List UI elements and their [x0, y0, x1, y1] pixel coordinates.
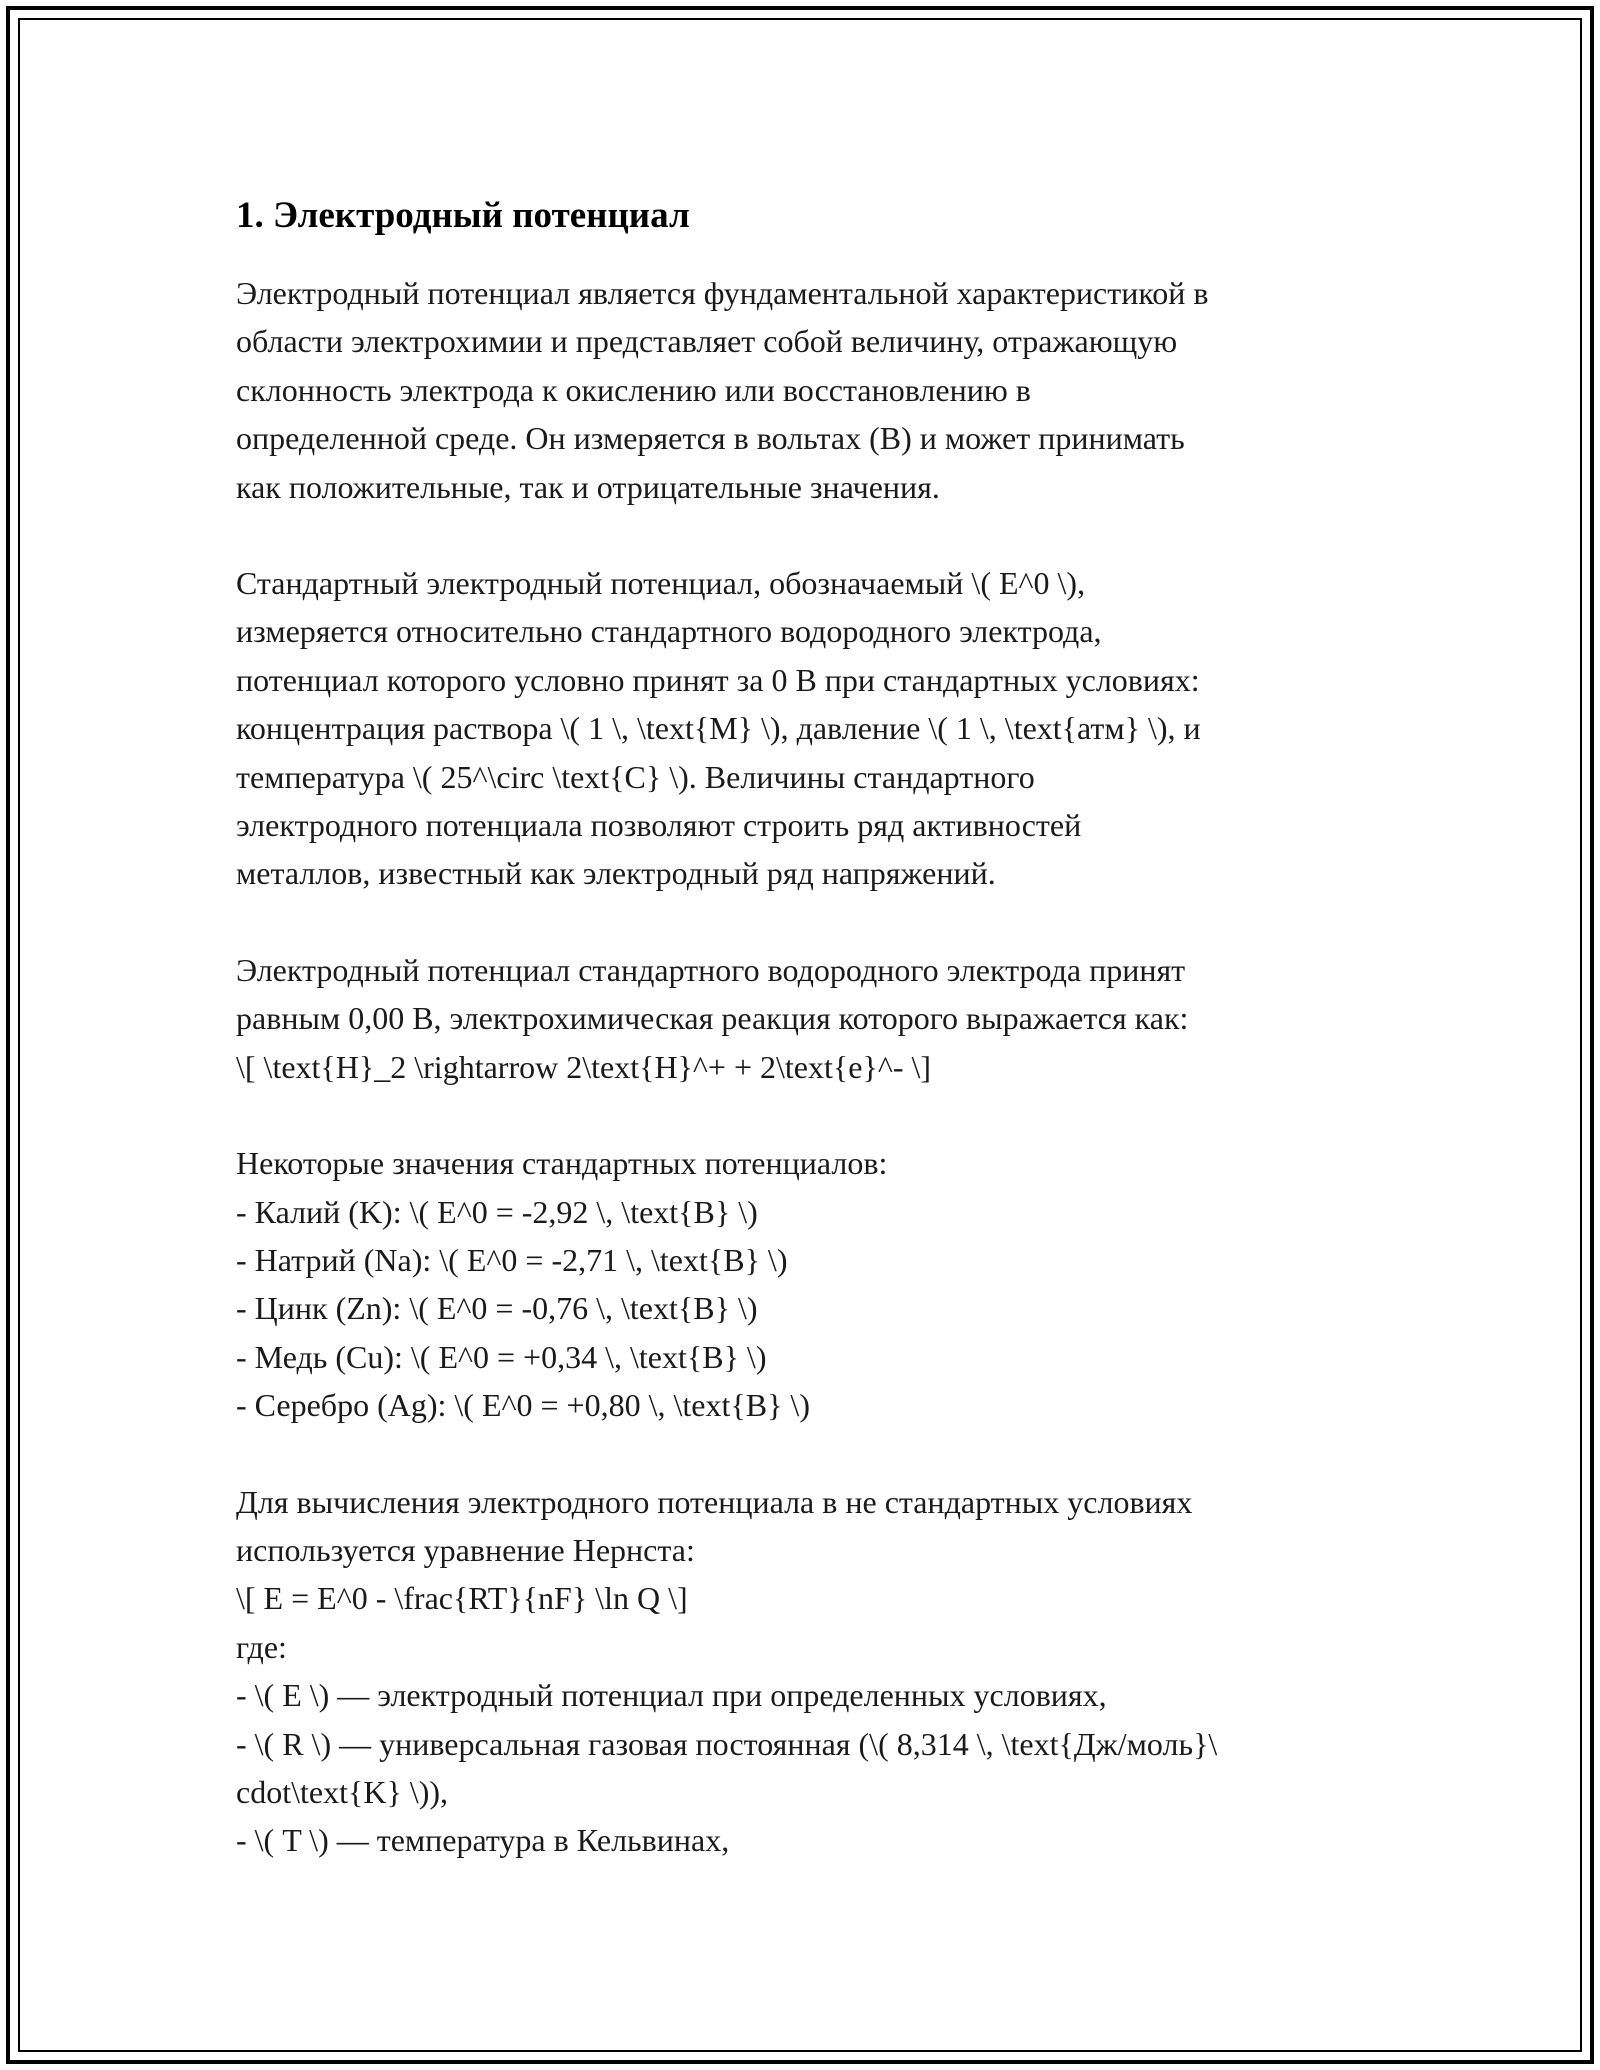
paragraph-hydrogen-electrode: Электродный потенциал стандартного водородного электрода принят равным 0,00 В, электрохимическая реакция которого выражается как: \[ \text{H}_2 \rightarrow 2\text{H}^+ + 2\text{e}^- \]: [236, 951, 1189, 1085]
paragraph-definition: Электродный потенциал является фундаментальной характеристикой в области электрохимии и представляет собой величину, отражающую склонность электрода к окислению или восстановлению в определенной среде. Он измеряется в вольтах (В) и может принимать как положительные, так и отрицательные значения.: [236, 275, 1209, 505]
paragraph-nernst-equation: Для вычисления электродного потенциала в не стандартных условиях используется уравнение Нернста: \[ E = E^0 - \frac{RT}{nF} \ln Q \] где: - \( E \) — электродный потенциал при определенных условиях, - \( R \) — универсальная газовая постоянная (\( 8,314 \, \text{Дж/моль}\ cdot\text{K} \)), - \( T \) — температура в Кельвинах,: [236, 1483, 1218, 1859]
section-heading: 1. Электродный потенциал: [236, 195, 690, 236]
document-body: [236, 187, 1376, 1865]
paragraph-standard-potential: Стандартный электродный потенциал, обозначаемый \( E^0 \), измеряется относительно стандартного водородного электрода, потенциал которого условно принят за 0 В при стандартных условиях: концентрация раствора \( 1 \, \text{М} \), давление \( 1 \, \text{атм} \), и температура \( 25^\circ \text{C} \). Величины стандартного электродного потенциала позволяют строить ряд активностей металлов, известный как электродный ряд напряжений.: [236, 565, 1201, 892]
paragraph-potential-values: Некоторые значения стандартных потенциалов: - Калий (K): \( E^0 = -2,92 \, \text{В} \) - Натрий (Na): \( E^0 = -2,71 \, \text{В} \) - Цинк (Zn): \( E^0 = -0,76 \, \text{В} \) - Медь (Cu): \( E^0 = +0,34 \, \text{В} \) - Серебро (Ag): \( E^0 = +0,80 \, \text{В} \): [236, 1145, 888, 1424]
